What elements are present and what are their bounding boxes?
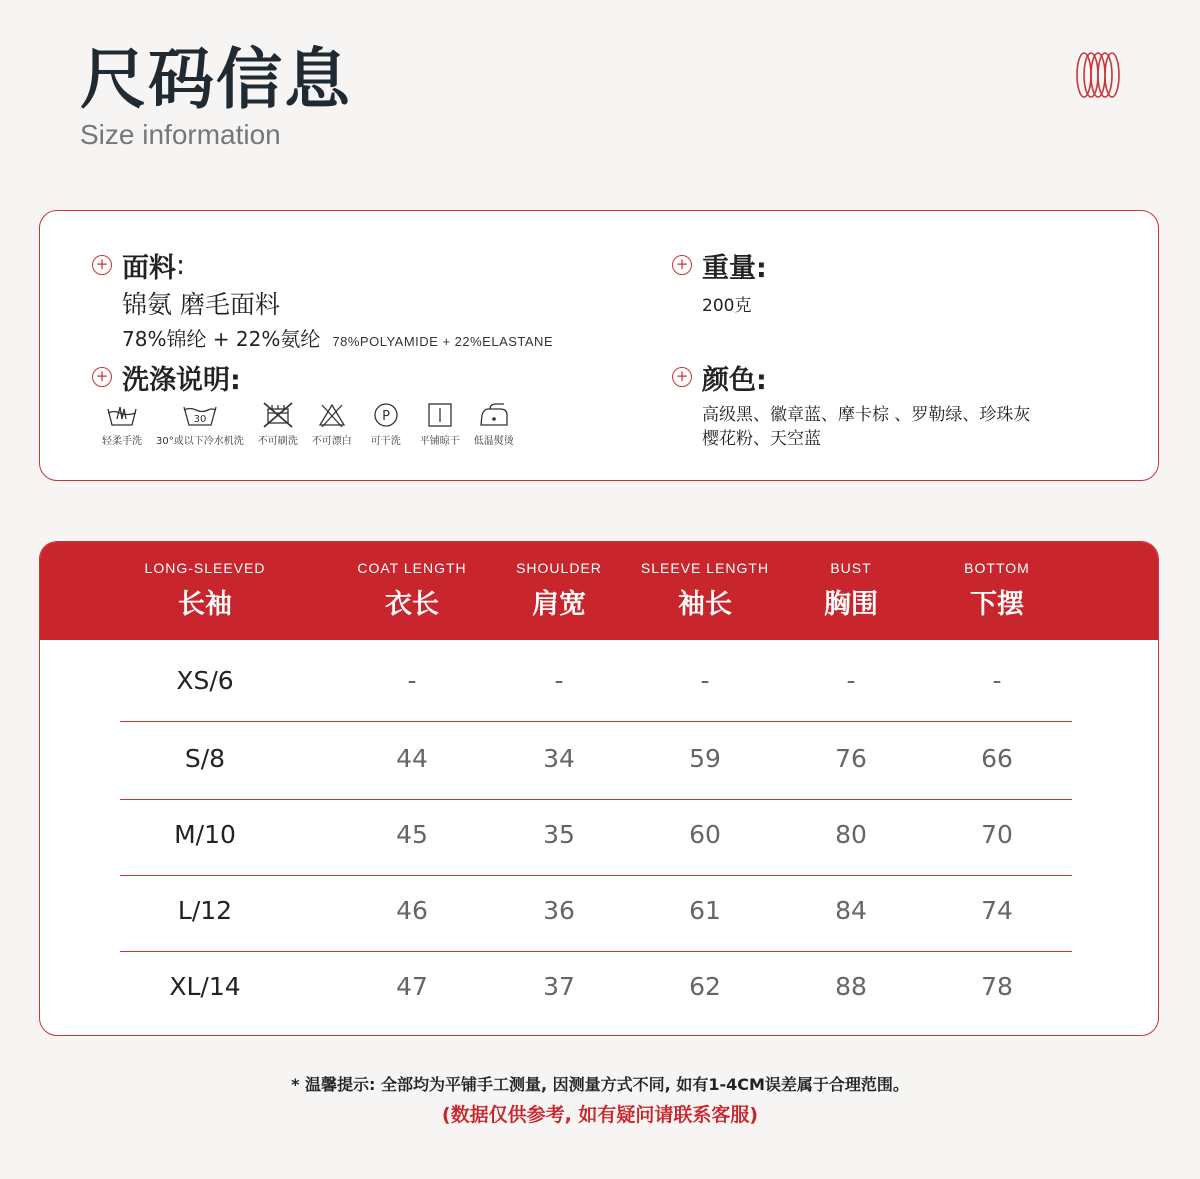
fabric-composition-cn: 78%锦纶 + 22%氨纶 [122, 327, 321, 351]
header-col-en: COAT LENGTH [357, 560, 467, 576]
table-row [120, 876, 1072, 952]
dry-clean-letter: P [381, 409, 390, 424]
size-table-header [40, 542, 1159, 640]
value-cell: - [846, 666, 856, 695]
table-row [120, 952, 1072, 1028]
wash-section [92, 361, 528, 447]
wash-item [102, 401, 142, 447]
value-cell: 36 [543, 896, 575, 925]
value-cell: 34 [543, 744, 575, 773]
dry-clean-p-icon [366, 401, 406, 429]
header-col-size [105, 560, 305, 621]
value-cell: 66 [981, 744, 1013, 773]
value-cell: 45 [396, 820, 428, 849]
value-cell: 46 [396, 896, 428, 925]
wash-item [366, 401, 406, 447]
value-cell: 61 [689, 896, 721, 925]
hand-wash-icon [102, 401, 142, 429]
size-cell: XL/14 [169, 972, 241, 1001]
wash-label: 低温熨烫 [473, 436, 514, 447]
table-row [120, 800, 1072, 876]
wash-label: 可干洗 [370, 436, 401, 447]
row-divider [120, 721, 1072, 722]
header-col-en: BUST [830, 560, 872, 576]
value-cell: 35 [543, 820, 575, 849]
wash-item [258, 401, 298, 447]
table-row [120, 724, 1072, 800]
size-cell: S/8 [184, 744, 226, 773]
header-col-bottom [927, 560, 1067, 621]
header-col-bust [781, 560, 921, 621]
plus-circle-icon: + [92, 255, 112, 275]
plus-circle-icon: + [672, 367, 692, 387]
weight-title: 重量: [702, 252, 767, 284]
value-cell: 70 [981, 820, 1013, 849]
header-col-cn: 长袖 [178, 589, 232, 620]
size-cell: M/10 [174, 820, 236, 849]
header-col-cn: 衣长 [385, 589, 439, 620]
machine-wash-30-icon [180, 401, 220, 429]
measurement-note: * 温馨提示: 全部均为平铺手工测量, 因测量方式不同, 如有1-4CM误差属于合理范围。 [291, 1075, 909, 1094]
value-cell: 76 [835, 744, 867, 773]
flat-dry-icon [420, 401, 460, 429]
header-col-en: SLEEVE LENGTH [640, 560, 770, 576]
page-subtitle: Size information [80, 119, 281, 150]
fabric-section [92, 249, 553, 352]
value-cell: 74 [981, 896, 1013, 925]
table-row [120, 646, 1072, 722]
value-cell: 47 [396, 972, 428, 1001]
value-cell: 60 [689, 820, 721, 849]
header-col-cn: 胸围 [824, 589, 878, 620]
value-cell: 37 [543, 972, 575, 1001]
wash-item [156, 401, 244, 447]
size-cell: XS/6 [176, 666, 234, 695]
header-col-cn: 肩宽 [532, 589, 586, 620]
header-col-cn: 下摆 [970, 589, 1024, 620]
weight-value: 200克 [702, 296, 752, 316]
color-options-line-2: 樱花粉、天空蓝 [702, 429, 821, 449]
fabric-composition-en: 78%POLYAMIDE + 22%ELASTANE [332, 334, 554, 349]
value-cell: 59 [689, 744, 721, 773]
wash-label: 不可漂白 [311, 436, 352, 447]
rings-logo-icon [1074, 50, 1124, 100]
product-info-card [39, 210, 1159, 481]
fabric-name: 锦氨 磨毛面料 [122, 290, 280, 319]
color-section [672, 361, 1030, 451]
weight-section [672, 249, 767, 316]
header-col-sleeve-length [625, 560, 785, 621]
plus-circle-icon: + [92, 367, 112, 387]
size-cell: L/12 [177, 896, 233, 925]
header-col-cn: 袖长 [678, 589, 732, 620]
value-cell: - [407, 666, 417, 695]
no-brush-icon [258, 401, 298, 429]
wash-item [474, 401, 514, 447]
page-title: 尺码信息 [80, 41, 352, 118]
header-col-en: BOTTOM [964, 560, 1030, 576]
fabric-title: 面料 [122, 252, 176, 284]
wash-label: 不可刷洗 [257, 436, 298, 447]
header-col-en: SHOULDER [516, 560, 602, 576]
wash-icons-row [102, 401, 528, 447]
wash-label: 30°或以下冷水机洗 [156, 436, 244, 447]
reference-note: (数据仅供参考, 如有疑问请联系客服) [441, 1104, 759, 1126]
wash-label: 平铺晾干 [419, 436, 460, 447]
size-table [39, 541, 1159, 1036]
header-col-coat-length [342, 560, 482, 621]
value-cell: 78 [981, 972, 1013, 1001]
color-options-line-1: 高级黑、徽章蓝、摩卡棕 、罗勒绿、珍珠灰 [702, 405, 1031, 425]
header-col-shoulder [489, 560, 629, 621]
plus-circle-icon: + [672, 255, 692, 275]
value-cell: 88 [835, 972, 867, 1001]
wash-item [312, 401, 352, 447]
wash-title: 洗涤说明: [122, 364, 241, 396]
low-iron-icon [474, 401, 514, 429]
value-cell: 44 [396, 744, 428, 773]
value-cell: 62 [689, 972, 721, 1001]
value-cell: 80 [835, 820, 867, 849]
no-bleach-icon [312, 401, 352, 429]
wash-label: 轻柔手洗 [102, 436, 142, 447]
header-col-en: LONG-SLEEVED [144, 560, 266, 576]
wash-item [420, 401, 460, 447]
fabric-title-colon: : [176, 249, 186, 281]
value-cell: - [554, 666, 564, 695]
value-cell: - [992, 666, 1002, 695]
wash-temp: 30 [193, 414, 207, 425]
color-title: 颜色: [702, 364, 767, 396]
value-cell: - [700, 666, 710, 695]
value-cell: 84 [835, 896, 867, 925]
